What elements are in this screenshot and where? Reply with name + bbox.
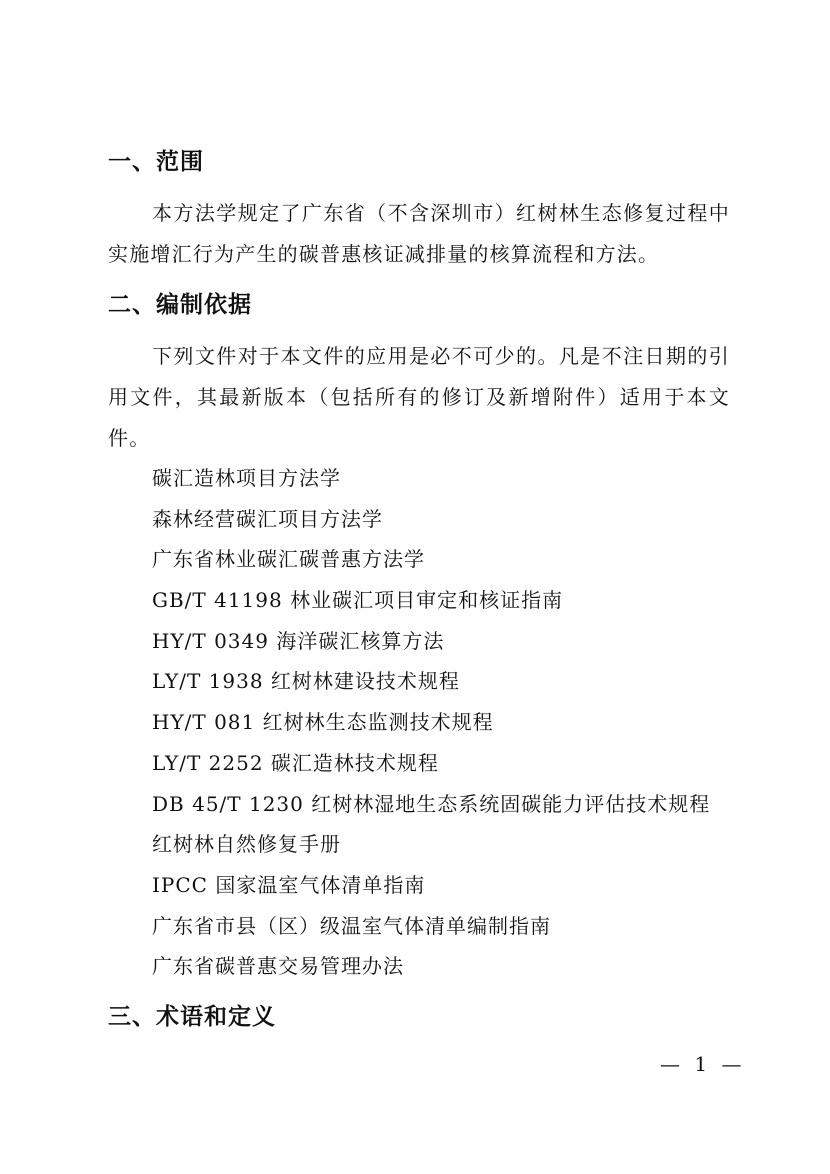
- reference-item: HY/T 0349 海洋碳汇核算方法: [152, 628, 445, 653]
- reference-item: 广东省林业碳汇碳普惠方法学: [152, 547, 425, 572]
- reference-list: [152, 458, 710, 987]
- reference-item: HY/T 081 红树林生态监测技术规程: [152, 710, 494, 735]
- reference-item: 广东省碳普惠交易管理办法: [152, 954, 404, 979]
- reference-item: IPCC 国家温室气体清单指南: [152, 872, 426, 897]
- section-heading-basis: 二、编制依据: [108, 292, 252, 318]
- scope-paragraph: 本方法学规定了广东省（不含深圳市）红树林生态修复过程中实施增汇行为产生的碳普惠核证减排量的核算流程和方法。: [108, 201, 730, 266]
- reference-item: 碳汇造林项目方法学: [152, 466, 341, 490]
- reference-item: 红树林自然修复手册: [152, 832, 341, 857]
- reference-item: DB 45/T 1230 红树林湿地生态系统固碳能力评估技术规程: [152, 791, 711, 816]
- section-heading-scope: 一、范围: [108, 149, 204, 175]
- reference-item: GB/T 41198 林业碳汇项目审定和核证指南: [152, 588, 564, 613]
- page-number: — 1 —: [660, 1052, 746, 1076]
- reference-item: 广东省市县（区）级温室气体清单编制指南: [152, 913, 551, 938]
- reference-item: LY/T 1938 红树林建设技术规程: [152, 669, 460, 694]
- section-heading-terms: 三、术语和定义: [108, 1004, 276, 1030]
- basis-paragraph: 下列文件对于本文件的应用是必不可少的。凡是不注日期的引用文件，其最新版本（包括所有的修订及新增附件）适用于本文件。: [108, 344, 730, 450]
- reference-item: 森林经营碳汇项目方法学: [152, 506, 383, 531]
- reference-item: LY/T 2252 碳汇造林技术规程: [152, 750, 439, 775]
